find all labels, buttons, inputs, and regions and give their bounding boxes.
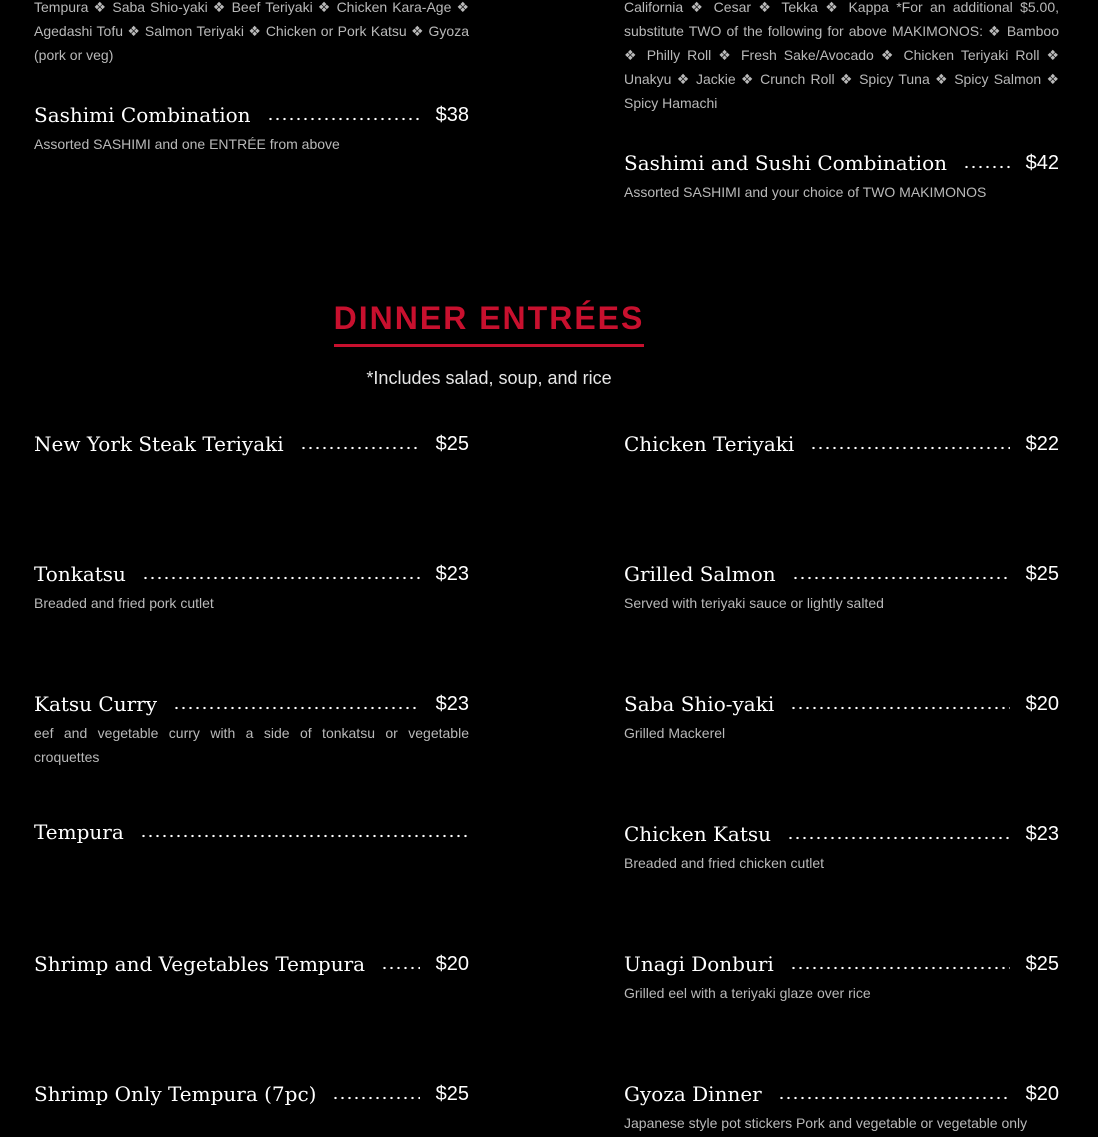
item-name: Katsu Curry [34,692,158,716]
item-price: $20 [1025,693,1059,715]
item-price: $20 [435,953,469,975]
item-name: Tonkatsu [34,562,126,586]
menu-item [34,1077,469,1107]
item-name: Chicken Teriyaki [624,432,795,456]
item-price: $23 [435,563,469,585]
item-price: $22 [1025,433,1059,455]
item-name: Grilled Salmon [624,562,776,586]
item-name: Gyoza Dinner [624,1082,762,1106]
dot-leader [381,966,420,970]
dot-leader [778,1096,1010,1100]
menu-item [34,557,469,615]
dot-leader [300,446,420,450]
top-right-block [624,0,1059,115]
item-name: Shrimp and Vegetables Tempura [34,952,366,976]
item-price: $25 [435,433,469,455]
dot-leader [267,117,420,121]
item-name: Sashimi and Sushi Combination [624,151,947,175]
menu-item [624,687,1059,745]
top-left-block [34,0,469,67]
item-price: $23 [1025,823,1059,845]
menu-item-category [34,815,469,845]
dot-leader [173,706,420,710]
item-description: Japanese style pot stickers Pork and vegetable or vegetable only [624,1115,1028,1131]
menu-item [34,427,469,457]
item-price: $42 [1025,152,1059,174]
menu-item [624,557,1059,615]
item-name: Saba Shio-yaki [624,692,775,716]
dot-leader [810,446,1009,450]
item-description: Breaded and fried chicken cutlet [624,855,825,871]
item-price: $25 [435,1083,469,1105]
item-name: Sashimi Combination [34,103,251,127]
item-description: Grilled Mackerel [624,725,726,741]
item-price: $23 [435,693,469,715]
item-price: $25 [1025,953,1059,975]
menu-item [624,1077,1059,1135]
item-price: $25 [1025,563,1059,585]
menu-item-sashimi-sushi-combination [624,146,1059,204]
item-description: Assorted SASHIMI and your choice of TWO MAKIMONOS [624,184,987,200]
dot-leader [140,834,469,838]
item-name: Chicken Katsu [624,822,772,846]
menu-item [624,817,1059,875]
dot-leader [787,836,1010,840]
dot-leader [142,576,420,580]
item-name: Tempura [34,820,124,844]
item-name: Unagi Donburi [624,952,774,976]
item-name: New York Steak Teriyaki [34,432,284,456]
menu-item [624,427,1059,457]
dot-leader [790,706,1009,710]
item-price: $20 [1025,1083,1059,1105]
item-description: Breaded and fried pork cutlet [34,595,214,611]
menu-item [624,947,1059,1005]
menu-item-sashimi-combination [34,98,469,156]
item-description: Grilled eel with a teriyaki glaze over rice [624,985,871,1001]
section-heading [0,298,978,347]
dot-leader [792,576,1010,580]
item-name: Shrimp Only Tempura (7pc) [34,1082,317,1106]
item-description: Assorted SASHIMI and one ENTRÉE from above [34,136,340,152]
dot-leader [790,966,1010,970]
makimono-options-text: California ❖ Cesar ❖ Tekka ❖ Kappa *For an additional $5.00, substitute TWO of the following for above MAKIMONOS: ❖ Bamboo ❖ Philly Roll ❖ Fresh Sake/Avocado ❖ Chicken Teriyaki Roll ❖ Unakyu ❖ Jackie ❖ Crunch Roll ❖ Spicy Tuna ❖ Spicy Salmon ❖ Spicy Hamachi [624,0,1059,111]
item-description: Served with teriyaki sauce or lightly salted [624,595,884,611]
section-subtitle: *Includes salad, soup, and rice [366,368,612,388]
dot-leader [332,1096,419,1100]
section-title: DINNER ENTRÉES [334,298,645,347]
dot-leader [963,165,1010,169]
menu-item [34,687,469,769]
item-description: eef and vegetable curry with a side of tonkatsu or vegetable croquettes [34,725,469,765]
combo-options-text: Tempura ❖ Saba Shio-yaki ❖ Beef Teriyaki ❖ Chicken Kara-Age ❖ Agedashi Tofu ❖ Salmon Teriyaki ❖ Chicken or Pork Katsu ❖ Gyoza (pork or veg) [34,0,469,63]
item-price: $38 [435,104,469,126]
menu-item [34,947,469,977]
